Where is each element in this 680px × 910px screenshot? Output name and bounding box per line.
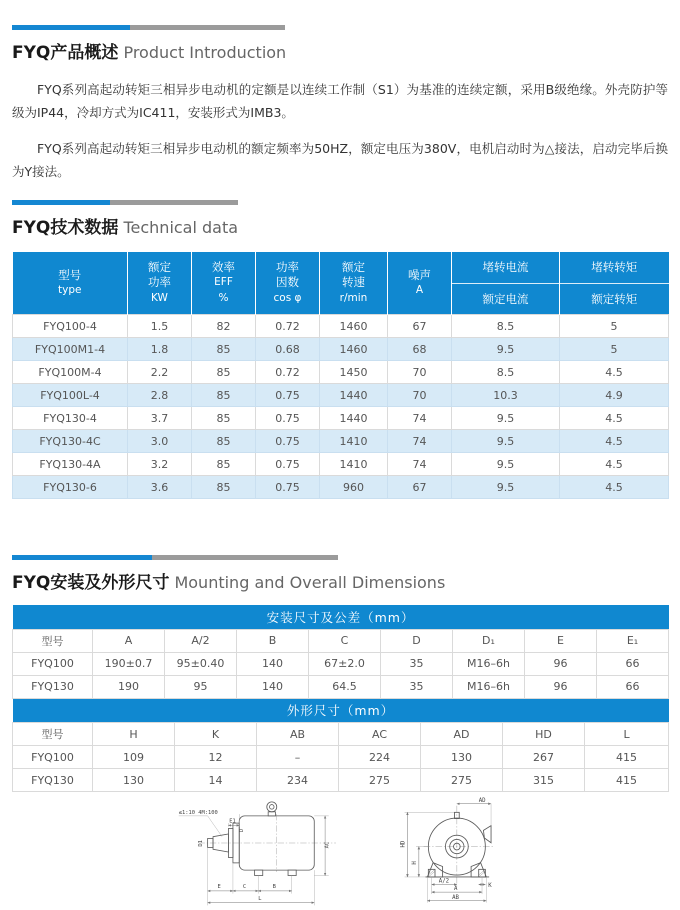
table-row [13, 453, 669, 476]
value-cell: 1410 [320, 430, 388, 453]
overall-dimensions-table [12, 699, 669, 793]
dim-label-a: A [454, 886, 458, 893]
column-header: AB [257, 723, 339, 746]
overall-header-row [13, 723, 669, 746]
dim-label-h: H [412, 861, 418, 865]
value-cell: 95±0.40 [165, 652, 237, 675]
value-cell: 67 [388, 315, 452, 338]
value-cell: 35 [381, 652, 453, 675]
value-cell: 1450 [320, 361, 388, 384]
dim-label-b: B [272, 884, 276, 891]
value-cell: 275 [421, 769, 503, 792]
value-cell: 960 [320, 476, 388, 499]
mounting-header-row [13, 629, 669, 652]
intro-title-zh: FYQ产品概述 [12, 43, 119, 63]
column-header-noise [388, 252, 452, 315]
technical-title-en: Technical data [118, 218, 239, 237]
header-label: EFF [214, 276, 233, 289]
mounting-dimensions-table [12, 605, 669, 699]
bar-blue-segment [12, 200, 110, 205]
column-header-rated-speed [320, 252, 388, 315]
dim-label-k: K [488, 882, 492, 889]
model-cell: FYQ100M-4 [13, 361, 128, 384]
table-row [13, 315, 669, 338]
bar-gray-segment [110, 200, 238, 205]
dimensions-title-zh: FYQ安装及外形尺寸 [12, 573, 170, 593]
model-cell: FYQ130 [13, 675, 93, 698]
value-cell: 9.5 [452, 476, 560, 499]
section-accent-bar [12, 25, 668, 30]
column-header: E₁ [597, 629, 669, 652]
value-cell: M16–6h [453, 675, 525, 698]
value-cell: 67±2.0 [309, 652, 381, 675]
column-header: D₁ [453, 629, 525, 652]
value-cell: 74 [388, 430, 452, 453]
header-label: 型号 [58, 267, 82, 282]
technical-title-zh: FYQ技术数据 [12, 218, 119, 238]
overall-caption: 外形尺寸（mm） [13, 699, 669, 723]
column-header-locked-rotor-current [452, 252, 560, 315]
column-header: B [237, 629, 309, 652]
header-label: 功率 [148, 275, 171, 290]
intro-paragraph-1: FYQ系列高起动转矩三相异步电动机的定额是以连续工作制（S1）为基准的连续定额，采用B级绝缘。外壳防护等级为IP44，冷却方式为IC411，安装形式为IMB3。 [12, 82, 668, 120]
value-cell: 0.75 [256, 384, 320, 407]
section-accent-bar [12, 200, 668, 205]
header-label: 堵转电流 [482, 260, 529, 274]
intro-section-title [12, 41, 668, 65]
table-row [13, 769, 669, 792]
model-cell: FYQ100 [13, 746, 93, 769]
mounting-table-body [13, 652, 669, 698]
model-cell: FYQ130-4 [13, 407, 128, 430]
bar-blue-segment [12, 555, 152, 560]
model-cell: FYQ130-4C [13, 430, 128, 453]
header-label: 功率 [276, 259, 299, 274]
table-row [13, 652, 669, 675]
header-label: 效率 [212, 259, 235, 274]
overall-table-body [13, 746, 669, 792]
column-header: 型号 [13, 723, 93, 746]
table-row [13, 476, 669, 499]
dimensions-section-title [12, 571, 668, 595]
header-label: % [218, 291, 229, 304]
value-cell: 70 [388, 384, 452, 407]
value-cell: 2.2 [128, 361, 192, 384]
column-header: AD [421, 723, 503, 746]
model-cell: FYQ100 [13, 652, 93, 675]
value-cell: 224 [339, 746, 421, 769]
dim-label-e1: E1 [229, 818, 236, 825]
dim-label-hd: HD [400, 840, 407, 848]
value-cell: 67 [388, 476, 452, 499]
value-cell: 3.7 [128, 407, 192, 430]
column-header-power-factor [256, 252, 320, 315]
column-header: C [309, 629, 381, 652]
dim-label-d1: D1 [198, 840, 205, 847]
value-cell: 9.5 [452, 453, 560, 476]
model-cell: FYQ130 [13, 769, 93, 792]
value-cell: 64.5 [309, 675, 381, 698]
value-cell: 70 [388, 361, 452, 384]
value-cell: 95 [165, 675, 237, 698]
motor-side-view-drawing [131, 796, 371, 910]
column-header: H [93, 723, 175, 746]
value-cell: 68 [388, 338, 452, 361]
dim-label-ab: AB [452, 894, 459, 901]
header-label: 噪声 [408, 267, 431, 282]
value-cell: 85 [192, 407, 256, 430]
value-cell: 109 [93, 746, 175, 769]
header-label: r/min [339, 291, 368, 304]
header-label: 转速 [342, 275, 365, 290]
value-cell: 9.5 [452, 338, 560, 361]
value-cell: 130 [421, 746, 503, 769]
value-cell: 85 [192, 476, 256, 499]
column-header: A/2 [165, 629, 237, 652]
column-header: AC [339, 723, 421, 746]
outline-drawings [12, 796, 668, 910]
value-cell: 66 [597, 652, 669, 675]
header-label: 额定 [342, 259, 365, 274]
value-cell: 234 [257, 769, 339, 792]
bar-blue-segment [12, 25, 130, 30]
column-header-model [13, 252, 128, 315]
column-header: K [175, 723, 257, 746]
technical-section-title [12, 216, 668, 240]
dim-label-d: D [238, 828, 245, 833]
overall-table-head [13, 699, 669, 746]
intro-paragraph-2: FYQ系列高起动转矩三相异步电动机的额定频率为50HZ，额定电压为380V，电机启动时为△接法，启动完毕后换为Y接法。 [12, 141, 668, 179]
intro-title-en: Product Introduction [118, 43, 287, 62]
value-cell: 14 [175, 769, 257, 792]
table-row [13, 361, 669, 384]
value-cell: 267 [503, 746, 585, 769]
header-label: 堵转转矩 [591, 260, 638, 274]
value-cell: 3.6 [128, 476, 192, 499]
table-row [13, 675, 669, 698]
value-cell: 4.5 [560, 430, 669, 453]
value-cell: 190 [93, 675, 165, 698]
value-cell: 0.75 [256, 430, 320, 453]
header-label: 额定转矩 [560, 283, 669, 314]
bar-gray-segment [152, 555, 338, 560]
dim-label-ad: AD [478, 797, 486, 804]
table-row [13, 407, 669, 430]
value-cell: 0.75 [256, 407, 320, 430]
header-label: A [415, 284, 424, 296]
model-cell: FYQ100M1-4 [13, 338, 128, 361]
header-label: 额定电流 [452, 283, 559, 314]
model-cell: FYQ100L-4 [13, 384, 128, 407]
model-cell: FYQ130-6 [13, 476, 128, 499]
value-cell: 5 [560, 315, 669, 338]
table-row [13, 746, 669, 769]
value-cell: 140 [237, 675, 309, 698]
header-label: 因数 [276, 275, 299, 290]
value-cell: – [257, 746, 339, 769]
dim-label-ac: AC [324, 841, 331, 849]
value-cell: 85 [192, 384, 256, 407]
value-cell: 415 [585, 769, 669, 792]
model-cell: FYQ100-4 [13, 315, 128, 338]
taper-note-label: ≤1:10 4M:100 [178, 810, 218, 817]
value-cell: 1460 [320, 315, 388, 338]
value-cell: 4.5 [560, 476, 669, 499]
value-cell: M16–6h [453, 652, 525, 675]
motor-front-view-drawing [397, 796, 549, 910]
dim-label-e: E [217, 884, 221, 891]
value-cell: 0.72 [256, 361, 320, 384]
value-cell: 4.5 [560, 453, 669, 476]
header-label: cos φ [273, 291, 302, 304]
value-cell: 4.5 [560, 361, 669, 384]
value-cell: 74 [388, 407, 452, 430]
catalog-page [0, 25, 680, 910]
column-header: A [93, 629, 165, 652]
column-header-rated-power [128, 252, 192, 315]
value-cell: 3.2 [128, 453, 192, 476]
dimensions-tables [12, 605, 668, 792]
column-header: D [381, 629, 453, 652]
value-cell: 35 [381, 675, 453, 698]
value-cell: 9.5 [452, 430, 560, 453]
model-cell: FYQ130-4A [13, 453, 128, 476]
dim-label-a-half: A/2 [438, 878, 450, 885]
value-cell: 85 [192, 361, 256, 384]
column-header: E [525, 629, 597, 652]
column-header-efficiency [192, 252, 256, 315]
value-cell: 1.8 [128, 338, 192, 361]
value-cell: 1460 [320, 338, 388, 361]
mounting-caption-row [13, 605, 669, 629]
dim-label-c: C [242, 884, 247, 891]
value-cell: 0.72 [256, 315, 320, 338]
value-cell: 130 [93, 769, 175, 792]
value-cell: 0.75 [256, 453, 320, 476]
value-cell: 9.5 [452, 407, 560, 430]
value-cell: 0.75 [256, 476, 320, 499]
value-cell: 82 [192, 315, 256, 338]
column-header: L [585, 723, 669, 746]
value-cell: 10.3 [452, 384, 560, 407]
column-header: 型号 [13, 629, 93, 652]
value-cell: 5 [560, 338, 669, 361]
tech-table-body [13, 315, 669, 499]
value-cell: 12 [175, 746, 257, 769]
header-label: type [58, 284, 82, 296]
value-cell: 4.9 [560, 384, 669, 407]
intro-text-block [12, 78, 668, 183]
value-cell: 275 [339, 769, 421, 792]
column-header-locked-rotor-torque [560, 252, 669, 315]
mounting-caption: 安装尺寸及公差（mm） [13, 605, 669, 629]
value-cell: 1.5 [128, 315, 192, 338]
value-cell: 415 [585, 746, 669, 769]
tech-table-head [13, 252, 669, 315]
value-cell: 140 [237, 652, 309, 675]
value-cell: 85 [192, 430, 256, 453]
section-accent-bar [12, 555, 668, 560]
value-cell: 1440 [320, 407, 388, 430]
bar-gray-segment [130, 25, 285, 30]
table-row [13, 384, 669, 407]
value-cell: 4.5 [560, 407, 669, 430]
table-row [13, 338, 669, 361]
value-cell: 190±0.7 [93, 652, 165, 675]
value-cell: 315 [503, 769, 585, 792]
value-cell: 66 [597, 675, 669, 698]
value-cell: 1440 [320, 384, 388, 407]
value-cell: 96 [525, 652, 597, 675]
value-cell: 0.68 [256, 338, 320, 361]
value-cell: 3.0 [128, 430, 192, 453]
value-cell: 85 [192, 338, 256, 361]
column-header: HD [503, 723, 585, 746]
header-label: 额定 [148, 259, 171, 274]
technical-data-table [12, 252, 669, 499]
value-cell: 96 [525, 675, 597, 698]
dimensions-title-en: Mounting and Overall Dimensions [169, 573, 446, 592]
table-row [13, 430, 669, 453]
value-cell: 74 [388, 453, 452, 476]
header-label: KW [151, 291, 168, 304]
mounting-table-head [13, 605, 669, 652]
overall-caption-row [13, 699, 669, 723]
tech-header-row [13, 252, 669, 315]
dim-label-l: L [258, 895, 262, 902]
value-cell: 2.8 [128, 384, 192, 407]
value-cell: 1410 [320, 453, 388, 476]
value-cell: 8.5 [452, 315, 560, 338]
value-cell: 85 [192, 453, 256, 476]
value-cell: 8.5 [452, 361, 560, 384]
